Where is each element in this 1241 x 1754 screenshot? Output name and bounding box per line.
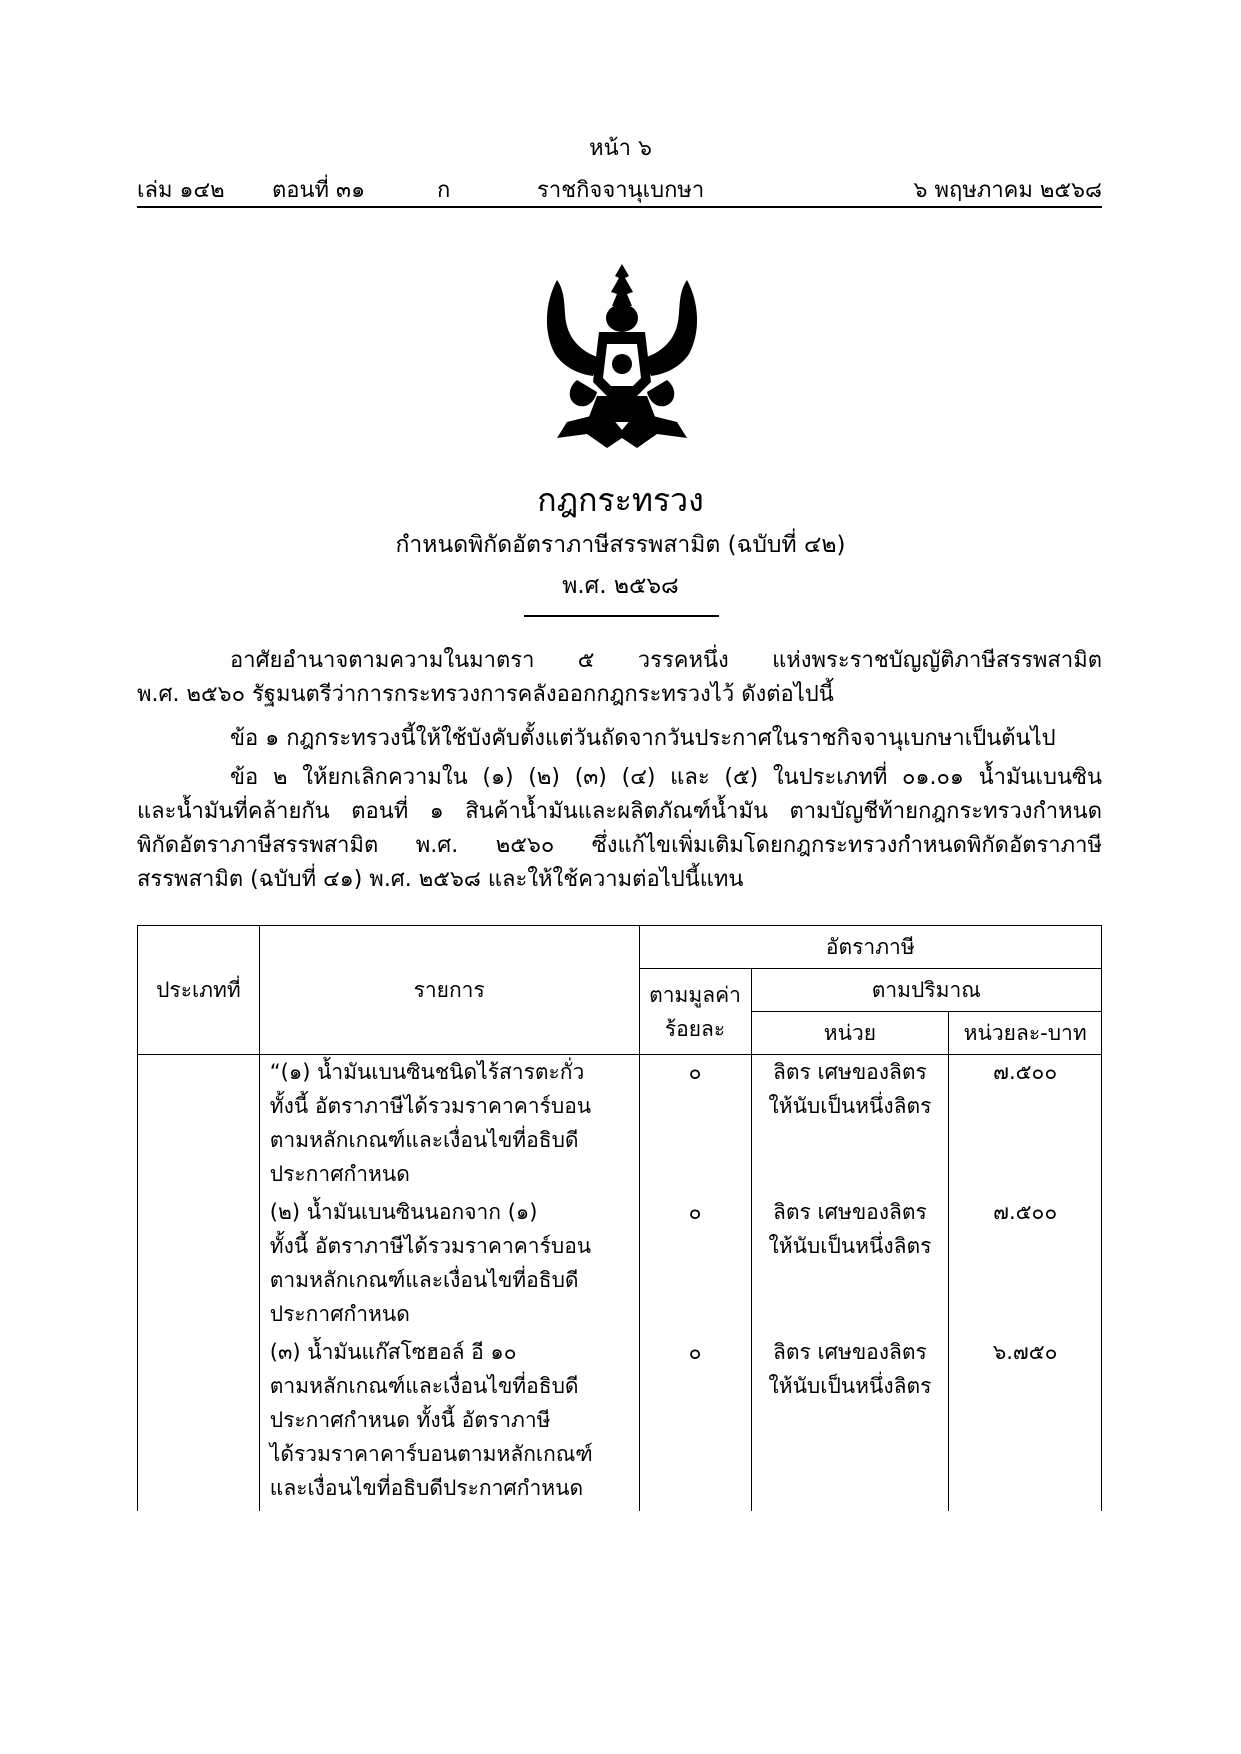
baht-rate: ๗.๕๐๐	[993, 1200, 1058, 1224]
page-number: หน้า ๖	[589, 136, 652, 161]
unit-line: ลิตร เศษของลิตร	[773, 1060, 927, 1084]
value-rate: ๐	[688, 1060, 702, 1084]
item-line: ทั้งนี้ อัตราภาษีได้รวมราคาคาร์บอน	[269, 1094, 592, 1118]
category-cell	[138, 1055, 260, 1512]
header-baht-per-unit: หน่วยละ-บาท	[949, 1012, 1102, 1055]
issue-label: ตอนที่ ๓๑	[272, 178, 366, 203]
value-rate: ๐	[688, 1340, 702, 1364]
item-line: ประกาศกำหนด ทั้งนี้ อัตราภาษี	[269, 1408, 551, 1432]
header-tax-rate: อัตราภาษี	[639, 926, 1101, 969]
clause-2-line: และน้ำมันที่คล้ายกัน ตอนที่ ๑ สินค้าน้ำมันและผลิตภัณฑ์น้ำมัน ตามบัญชีท้ายกฎกระทรวงกำหนด	[137, 799, 1102, 824]
item-line: ตามหลักเกณฑ์และเงื่อนไขที่อธิบดี	[269, 1268, 579, 1292]
tax-rate-table	[137, 925, 1102, 1511]
item-line: “(๑) น้ำมันเบนซินชนิดไร้สารตะกั่ว	[269, 1060, 585, 1084]
item-line: ตามหลักเกณฑ์และเงื่อนไขที่อธิบดี	[269, 1374, 579, 1398]
header-unit: หน่วย	[751, 1012, 949, 1055]
preamble-line: อาศัยอำนาจตามความในมาตรา ๕ วรรคหนึ่ง แห่งพระราชบัญญัติภาษีสรรพสามิต	[230, 648, 1102, 673]
unit-line: ให้นับเป็นหนึ่งลิตร	[768, 1094, 932, 1118]
clause-2-line: พิกัดอัตราภาษีสรรพสามิต พ.ศ. ๒๕๖๐ ซึ่งแก้ไขเพิ่มเติมโดยกฎกระทรวงกำหนดพิกัดอัตราภาษี	[137, 833, 1102, 858]
item-line: ทั้งนี้ อัตราภาษีได้รวมราคาคาร์บอน	[269, 1234, 592, 1258]
item-cell	[259, 1055, 639, 1512]
baht-rate: ๖.๗๕๐	[992, 1340, 1058, 1364]
item-line: ประกาศกำหนด	[269, 1302, 410, 1326]
item-line: ตามหลักเกณฑ์และเงื่อนไขที่อธิบดี	[269, 1128, 579, 1152]
header-item: รายการ	[259, 926, 639, 1055]
item-line: (๓) น้ำมันแก๊สโซฮอล์ อี ๑๐	[269, 1340, 517, 1364]
item-line: (๒) น้ำมันเบนซินนอกจาก (๑)	[269, 1200, 538, 1224]
baht-cell	[949, 1055, 1102, 1512]
value-rate: ๐	[688, 1200, 702, 1224]
unit-cell	[751, 1055, 949, 1512]
clause-2-line: ข้อ ๒ ให้ยกเลิกความใน (๑) (๒) (๓) (๔) และ (๕) ในประเภทที่ ๐๑.๐๑ น้ำมันเบนซิน	[230, 765, 1102, 790]
header-by-quantity: ตามปริมาณ	[751, 969, 1101, 1012]
volume-label: เล่ม ๑๔๒	[137, 178, 225, 203]
unit-line: ลิตร เศษของลิตร	[773, 1340, 927, 1364]
header-by-value-unit: ร้อยละ	[664, 1016, 726, 1041]
value-rate-cell	[639, 1055, 751, 1512]
gazette-header	[137, 170, 1102, 208]
clause-2	[137, 761, 1102, 897]
baht-rate: ๗.๕๐๐	[993, 1060, 1058, 1084]
gazette-name: ราชกิจจานุเบกษา	[537, 178, 705, 203]
section-label: ก	[437, 178, 451, 203]
clause-2-line: สรรพสามิต (ฉบับที่ ๔๑) พ.ศ. ๒๕๖๘ และให้ใช้ความต่อไปนี้แทน	[137, 867, 744, 892]
header-category: ประเภทที่	[138, 926, 260, 1055]
item-line: ประกาศกำหนด	[269, 1162, 410, 1186]
garuda-emblem	[537, 262, 707, 452]
title-divider	[524, 615, 719, 617]
unit-line: ให้นับเป็นหนึ่งลิตร	[768, 1374, 932, 1398]
header-by-value-label: ตามมูลค่า	[649, 982, 741, 1007]
item-1	[260, 1055, 639, 1195]
clause-1	[137, 722, 1102, 756]
document-subtitle: กำหนดพิกัดอัตราภาษีสรรพสามิต (ฉบับที่ ๔๒)	[395, 532, 846, 558]
unit-line: ให้นับเป็นหนึ่งลิตร	[768, 1234, 932, 1258]
preamble	[137, 644, 1102, 712]
document-title: กฎกระทรวง	[537, 481, 704, 519]
document-year: พ.ศ. ๒๕๖๘	[562, 573, 679, 599]
unit-line: ลิตร เศษของลิตร	[773, 1200, 927, 1224]
item-3	[260, 1335, 639, 1511]
header-by-value	[639, 969, 751, 1055]
preamble-line: พ.ศ. ๒๕๖๐ รัฐมนตรีว่าการกระทรวงการคลังออกกฎกระทรวงไว้ ดังต่อไปนี้	[137, 682, 834, 707]
publication-date: ๖ พฤษภาคม ๒๕๖๘	[913, 178, 1102, 203]
item-line: ได้รวมราคาคาร์บอนตามหลักเกณฑ์	[269, 1442, 593, 1466]
clause-1-text: ข้อ ๑ กฎกระทรวงนี้ให้ใช้บังคับตั้งแต่วันถัดจากวันประกาศในราชกิจจานุเบกษาเป็นต้นไป	[230, 726, 1056, 751]
item-line: และเงื่อนไขที่อธิบดีประกาศกำหนด	[269, 1476, 584, 1500]
item-2	[260, 1195, 639, 1335]
